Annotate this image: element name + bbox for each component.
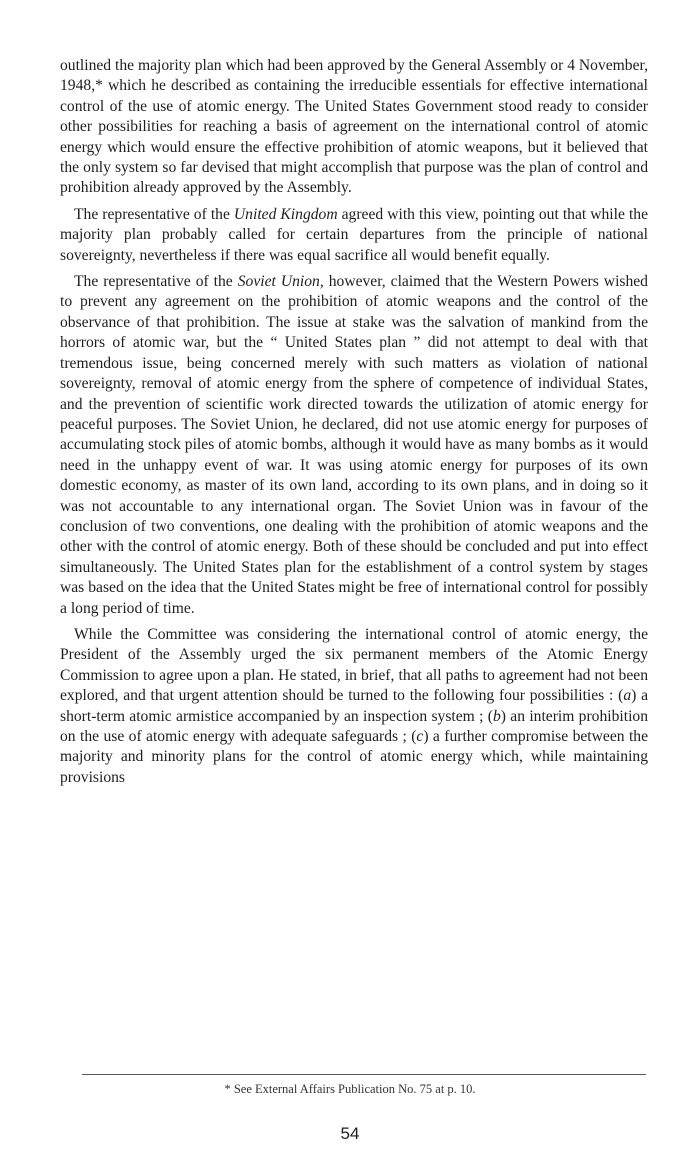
- text-run: While the Committee was considering the international control of atomic energy, the President of the Assembly urged the six permanent members of the Atomic Energy Commission to agree upon a plan. He stated, in brief, that all paths to agreement had not been explored, and that urgent attention should be turned to the following four possibilities : (: [60, 625, 648, 705]
- text-run: outlined the majority plan which had been approved by the General Assembly or 4 November, 1948,* which he described as containing the irreducible essentials for effective international control of the use of atomic energy. The United States Government stood ready to consider other possibilities for reaching a basis of agreement on the international control of atomic energy which would ensure the effective prohibition of atomic weapons, but it believed that the only system so far devised that might accomplish that purpose was the plan of control and prohibition already approved by the Assembly.: [60, 57, 648, 197]
- footnote-divider: [82, 1074, 646, 1075]
- footnote: * See External Affairs Publication No. 75 at p. 10.: [224, 1082, 476, 1096]
- paragraph: [60, 272, 648, 619]
- text-run: agreed with this view, pointing out that while the majority plan probably called for certain departures from the principle of national sovereignty, nevertheless if there was equal sacrifice all would benefit equally.: [60, 205, 648, 264]
- text-run: ) an interim prohibition on the use of atomic energy with adequate safeguards ; (: [60, 707, 648, 745]
- text-run: The representative of the: [74, 273, 238, 291]
- paragraph: [60, 56, 648, 199]
- paragraph: [60, 205, 648, 266]
- italic-text: United Kingdom: [233, 205, 338, 223]
- text-run: however, claimed that the Western Powers wished to prevent any agreement on the prohibition of atomic weapons and the control of the observance of that prohibition. The issue at stake was the salvation of mankind from the horrors of atomic war, but the “ United States plan ” did not attempt to deal with that tremendous issue, being concerned merely with such matters as violation of national sovereignty, removal of atomic energy from the sphere of competence of individual States, and the prevention of scientific work directed towards the utilization of atomic energy for peaceful purposes. The Soviet Union, he declared, did not use atomic energy for purposes of accumulating stock piles of atomic bombs, although it would have as many bombs as it would need in the unhappy event of war. It was using atomic energy for purposes of its own domestic economy, as master of its own land, according to its own plans, and in doing so it was not accountable to any international organ. The Soviet Union was in favour of the conclusion of two conventions, one dealing with the prohibition of atomic weapons and the other with the control of atomic energy. Both of these should be concluded and put into effect simultaneously. The United States plan for the establishment of a control system by stages was based on the idea that the United States might be free of international control for possibly a long period of time.: [60, 273, 648, 617]
- italic-text: c: [416, 728, 424, 745]
- page-number: 54: [340, 1124, 360, 1143]
- italic-text: a: [623, 687, 632, 705]
- italic-text: b: [492, 707, 501, 725]
- body-text: [60, 56, 648, 794]
- text-run: ) a further compromise between the majority and minority plans for the control of atomic energy which, while maintaining provisions: [60, 728, 648, 786]
- text-run: ) a short-term atomic armistice accompanied by an inspection system ; (: [60, 687, 648, 725]
- text-run: The representative of the: [74, 205, 234, 223]
- italic-text: Soviet Union,: [237, 273, 324, 291]
- paragraph: [60, 625, 648, 788]
